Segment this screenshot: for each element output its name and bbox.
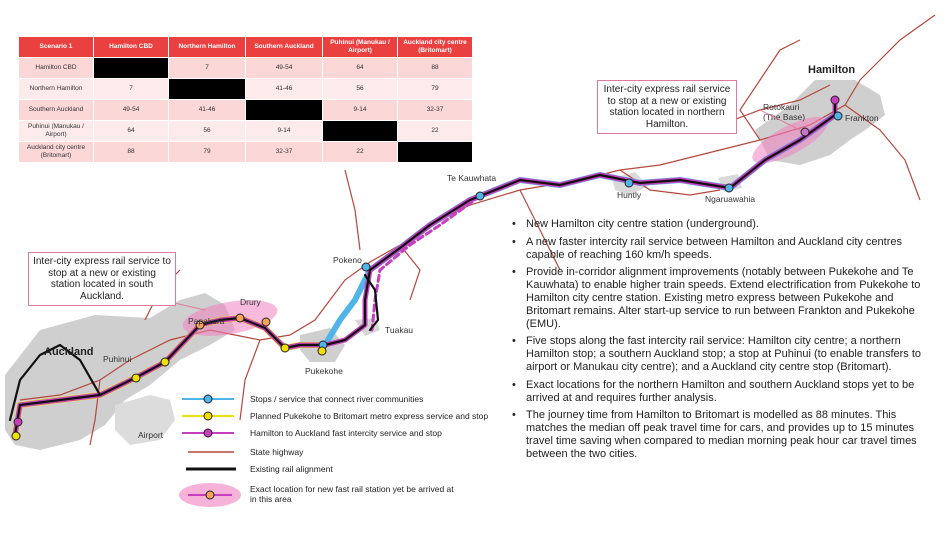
label-rotokauri: Rotokauri <box>763 102 800 112</box>
fast-service-deviation <box>372 196 480 330</box>
table-cell: 49-54 <box>94 100 169 121</box>
table-header: Puhinui (Manukau / Airport) <box>323 37 398 58</box>
table-cell: 64 <box>323 58 398 79</box>
table-header: Auckland city centre (Britomart) <box>398 37 473 58</box>
station-ngaruawahia <box>725 184 733 192</box>
callout-southern-auckland: Inter-city express rail service to stop at a new or existing station located in south Auckland. <box>28 252 176 306</box>
label-puhinui: Puhinui <box>103 354 132 364</box>
label-airport: Airport <box>138 430 164 440</box>
table-row <box>19 58 473 79</box>
legend-label: Exact location for new fast rail station yet be arrived at in this area <box>250 484 454 504</box>
legend-zone-symbol <box>178 482 244 508</box>
table-cell: 32-37 <box>398 100 473 121</box>
station-pokeno <box>362 263 370 271</box>
station-middlemore <box>14 418 22 426</box>
station-te-kauwhata <box>476 192 484 200</box>
table-row <box>19 79 473 100</box>
table-cell <box>169 79 246 100</box>
station-huntly <box>625 179 633 187</box>
label-auckland: Auckland <box>44 346 94 358</box>
table-row-label: Northern Hamilton <box>19 79 94 100</box>
station-pukekohe-metro <box>318 347 326 355</box>
travel-time-table <box>18 36 473 163</box>
list-item: • Provide in-corridor alignment improvements (notably between Pukekohe and Te Kauwhata) to enable higher train speeds. Extend electrification from Pukekohe to Hamilton city centre station. Existing metro express between Pukekohe and Britomart remains. Alter start-up service to run between Frankton and Pukekohe (EMU). <box>510 266 940 330</box>
list-item: • Exact locations for the northern Hamilton and southern Auckland stops yet to be arrived at and requires further analysis. <box>510 379 940 405</box>
table-header: Scenario 1 <box>19 37 94 58</box>
table-row <box>19 100 473 121</box>
table-cell: 32-37 <box>246 142 323 163</box>
table-header: Southern Auckland <box>246 37 323 58</box>
label-pukekohe: Pukekohe <box>305 366 343 376</box>
table-cell: 79 <box>398 79 473 100</box>
label-huntly: Huntly <box>617 190 642 200</box>
station-hamilton <box>831 96 839 104</box>
label-drury: Drury <box>240 297 261 307</box>
label-pokeno: Pokeno <box>333 255 362 265</box>
label-te-kauwhata: Te Kauwhata <box>447 173 497 183</box>
table-cell: 7 <box>94 79 169 100</box>
table-row-label: Hamilton CBD <box>19 58 94 79</box>
legend-item-highway <box>178 445 478 459</box>
table-row <box>19 121 473 142</box>
legend-fast-symbol <box>178 426 238 440</box>
legend-stop-symbol <box>178 392 238 406</box>
legend-label: State highway <box>250 447 304 457</box>
label-ngaruawahia: Ngaruawahia <box>705 194 756 204</box>
table-cell <box>323 121 398 142</box>
legend-label: Existing rail alignment <box>250 464 333 474</box>
table-cell: 88 <box>94 142 169 163</box>
legend-item-stops <box>178 392 478 406</box>
label-frankton: Frankton <box>845 113 879 123</box>
callout-northern-hamilton: Inter-city express rail service to stop at a new or existing station located in northern Hamilton. <box>597 80 737 134</box>
legend-label: Planned Pukekohe to Britomart metro express service and stop <box>250 411 489 421</box>
list-item: • A new faster intercity rail service between Hamilton and Auckland city centres capable of reaching 160 km/h speeds. <box>510 236 940 262</box>
legend-item-fast <box>178 426 478 440</box>
station-manurewa <box>161 358 169 366</box>
legend-label: Hamilton to Auckland fast intercity service and stop <box>250 428 442 438</box>
legend-label: Stops / service that connect river communities <box>250 394 424 404</box>
table-cell: 41-46 <box>246 79 323 100</box>
table-cell: 9-14 <box>246 121 323 142</box>
table-cell: 22 <box>398 121 473 142</box>
legend-rail-symbol <box>178 462 238 476</box>
table-cell: 88 <box>398 58 473 79</box>
table-cell <box>398 142 473 163</box>
list-item: • The journey time from Hamilton to Britomart is modelled as 88 minutes. This matches the median off peak travel time for cars, and provides up to 15 minutes travel time saving when compared to median morning peak hour car travel times between the two cities. <box>510 409 940 460</box>
station-drury-1 <box>262 318 270 326</box>
label-rotokauri-sub: (The Base) <box>763 112 806 122</box>
table-cell: 79 <box>169 142 246 163</box>
table-row-label: Southern Auckland <box>19 100 94 121</box>
table-cell <box>94 58 169 79</box>
table-cell: 49-54 <box>246 58 323 79</box>
legend-item-metro <box>178 409 489 423</box>
list-item: • Five stops along the fast intercity rail service: Hamilton city centre; a northern Hamilton stop; a southern Auckland stop; a stop at Puhinui (to enable transfers to airport or Manukau city centre); and a Auckland city centre stop (Britomart). <box>510 335 940 373</box>
table-cell: 64 <box>94 121 169 142</box>
bullet-list <box>510 218 940 466</box>
station-rotokauri <box>801 128 809 136</box>
table-cell: 56 <box>323 79 398 100</box>
label-tuakau: Tuakau <box>385 325 414 335</box>
table-header-row <box>19 37 473 58</box>
table-cell: 56 <box>169 121 246 142</box>
station-frankton <box>834 112 842 120</box>
legend-item-zone <box>178 482 478 506</box>
legend-highway-symbol <box>178 445 238 459</box>
table-cell: 9-14 <box>323 100 398 121</box>
legend-metro-symbol <box>178 409 238 423</box>
station-drury-2 <box>236 314 244 322</box>
label-hamilton: Hamilton <box>808 64 856 76</box>
station-puhinui <box>132 374 140 382</box>
table-cell: 7 <box>169 58 246 79</box>
table-header: Northern Hamilton <box>169 37 246 58</box>
table-row <box>19 142 473 163</box>
table-cell: 41-46 <box>169 100 246 121</box>
station-paerata <box>281 344 289 352</box>
table-cell: 22 <box>323 142 398 163</box>
list-item: • New Hamilton city centre station (underground). <box>510 218 940 231</box>
table-row-label: Auckland city centre (Britomart) <box>19 142 94 163</box>
table-header: Hamilton CBD <box>94 37 169 58</box>
table-row-label: Puhinui (Manukau / Airport) <box>19 121 94 142</box>
table-cell <box>246 100 323 121</box>
label-papakura: Papakura <box>188 316 225 326</box>
station-britomart <box>12 432 20 440</box>
legend-item-rail <box>178 462 478 476</box>
